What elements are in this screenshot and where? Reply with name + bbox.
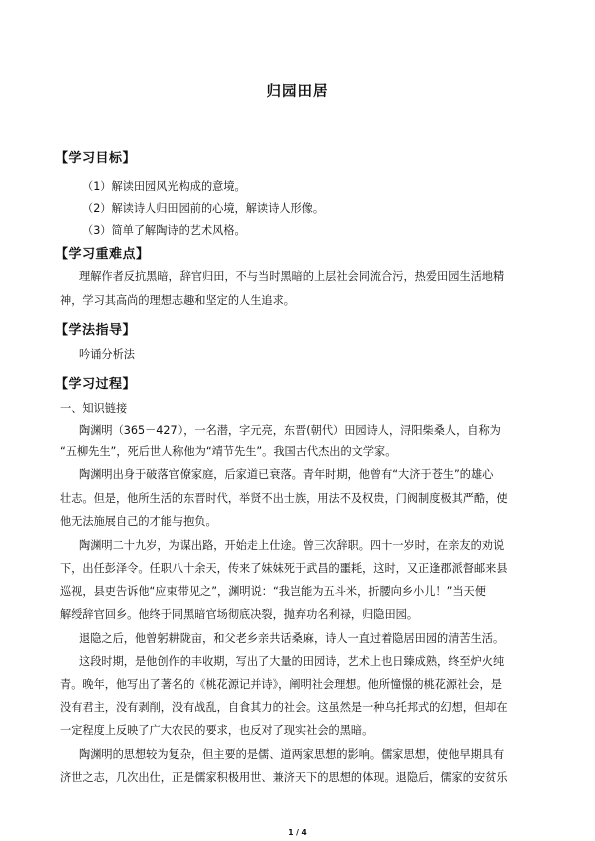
process-line: 没有君主，没有剥削，没有战乱，自食其力的社会。这虽然是一种乌托邦式的幻想，但却在 [60,701,508,714]
process-line: 他无法施展自己的才能与抱负。 [60,515,217,528]
section-heading-objectives: 【学习目标】 [55,151,137,166]
page-title: 归园田居 [266,84,329,100]
objective-item: （2）解读诗人归田园前的心境，解读诗人形像。 [82,202,325,215]
page-number: 1 / 4 [288,828,307,837]
objective-item: （1）解读田园风光构成的意境。 [82,180,246,193]
process-line: 陶渊明的思想较为复杂，但主要的是儒、道两家思想的影响。儒家思想，使他早期具有 [79,748,505,761]
process-line: 下，出任彭泽令。任职八十余天，传来了妹妹死于武昌的噩耗，这时，又正逢郡派督邮来县 [60,562,508,575]
key-points-line: 神，学习其高尚的理想志趣和坚定的人生追求。 [60,294,295,307]
section-heading-process: 【学习过程】 [55,377,137,392]
objective-item: （3）简单了解陶诗的艺术风格。 [82,224,246,237]
key-points-line: 理解作者反抗黑暗，辞官归田，不与当时黑暗的上层社会同流合污，热爱田园生活地精 [79,270,505,283]
process-line: 壮志。但是，他所生活的东晋时代，举贤不出士族，用法不及权贵，门阀制度极其严酷，使 [60,492,508,505]
process-line: 陶渊明（365－427），一名潜，字元亮，东晋(朝代）田园诗人，浔阳柴桑人，自称为 [79,424,501,437]
process-line: 陶渊明二十九岁，为谋出路，开始走上仕途。曾三次辞职。四十一岁时，在亲友的劝说 [79,539,505,552]
process-subheading: 一、知识链接 [60,402,128,415]
process-line: 这段时期，是他创作的丰收期，写出了大量的田园诗，艺术上也日臻成熟，终至炉火纯 [79,655,505,668]
process-line: “五柳先生”，死后世人称他为“靖节先生”。我国古代杰出的文学家。 [60,445,397,458]
section-heading-key-points: 【学习重难点】 [55,247,150,262]
process-line: 陶渊明出身于破落官僚家庭，后家道已衰落。青年时期，他曾有“大济于苍生”的雄心 [79,468,494,481]
process-line: 济世之志，几次出仕，正是儒家积极用世、兼济天下的思想的体现。退隐后，儒家的安贫乐 [60,771,508,784]
process-line: 巡视，县吏告诉他“应束带见之”，渊明说：“我岂能为五斗米，折腰向乡小儿！”当天便 [60,585,486,598]
process-line: 一定程度上反映了广大农民的要求，也反对了现实社会的黑暗。 [60,724,374,737]
method-text: 吟诵分析法 [79,348,135,361]
process-line: 解绶辞官回乡。他终于同黑暗官场彻底决裂，抛弃功名利禄，归隐田园。 [60,608,419,621]
process-line: 青。晚年，他写出了著名的《桃花源记并诗》，阐明社会理想。他所憧憬的桃花源社会，是 [60,678,502,691]
section-heading-method: 【学法指导】 [55,323,137,338]
process-line: 退隐之后，他曾躬耕陇亩，和父老乡亲共话桑麻，诗人一直过着隐居田园的清苦生活。 [79,632,505,645]
